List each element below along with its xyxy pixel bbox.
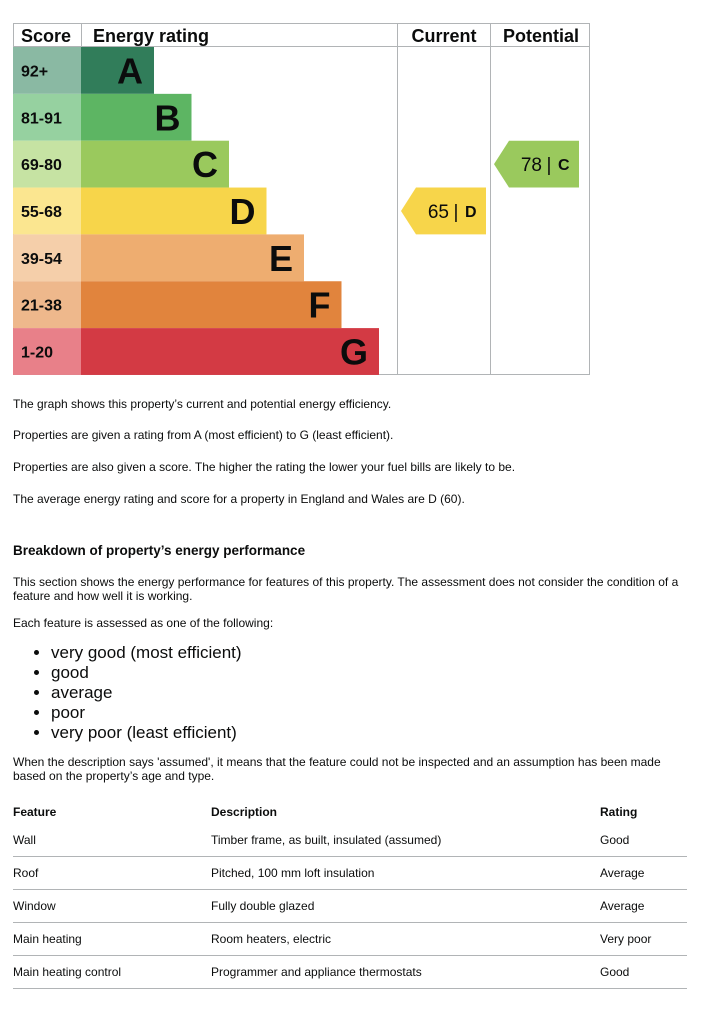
rating-cell: Good: [600, 824, 687, 857]
table-row: [13, 857, 687, 890]
score-header: Score: [21, 26, 72, 46]
description-column-header: Description: [211, 805, 278, 819]
intro-paragraph-score: Properties are also given a score. The higher the rating the lower your fuel bills are likely to be.: [13, 460, 516, 474]
band-a: [13, 47, 154, 94]
band-score-label: 55-68: [21, 203, 62, 221]
feature-cell: Main heating: [13, 923, 211, 956]
band-bar: [81, 328, 379, 375]
feature-cell: Window: [13, 890, 211, 923]
list-item: • average: [51, 683, 242, 703]
band-score-label: 81-91: [21, 110, 62, 128]
rating-levels-list: [13, 643, 242, 743]
band-f: [13, 281, 342, 328]
description-cell: Fully double glazed: [211, 890, 600, 923]
band-letter: G: [339, 331, 368, 373]
band-score-label: 69-80: [21, 157, 62, 175]
potential-rating-marker: [494, 141, 579, 188]
list-item: • very good (most efficient): [51, 643, 242, 663]
feature-cell: Roof: [13, 857, 211, 890]
potential-rating-marker-letter: C: [558, 157, 570, 175]
assumed-paragraph: When the description says 'assumed', it means that the feature could not be inspected and an assumption has been made based on the property’s age and type.: [13, 755, 661, 783]
current-header: Current: [411, 26, 477, 46]
description-cell: Timber frame, as built, insulated (assumed): [211, 824, 600, 857]
description-cell: Programmer and appliance thermostats: [211, 956, 600, 989]
table-row: [13, 923, 687, 956]
intro-paragraph-graph: The graph shows this property’s current and potential energy efficiency.: [13, 397, 392, 411]
intro-paragraph-ratings: Properties are given a rating from A (most efficient) to G (least efficient).: [13, 428, 394, 442]
rating-cell: Average: [600, 857, 687, 890]
energy-rating-chart: [13, 23, 590, 375]
list-item: • good: [51, 663, 242, 683]
current-rating-marker-score: 65: [427, 201, 449, 223]
feature-column-header: Feature: [13, 805, 57, 819]
description-cell: Room heaters, electric: [211, 923, 600, 956]
band-letter: B: [154, 97, 181, 139]
features-table: [13, 800, 687, 989]
band-letter: D: [229, 190, 256, 232]
breakdown-heading: Breakdown of property’s energy performance: [13, 543, 306, 558]
description-cell: Pitched, 100 mm loft insulation: [211, 857, 600, 890]
rating-bands: [13, 47, 379, 375]
feature-cell: Main heating control: [13, 956, 211, 989]
band-c: [13, 141, 229, 188]
list-item: • very poor (least efficient): [51, 723, 242, 743]
band-score-label: 39-54: [21, 250, 62, 268]
breakdown-paragraph: This section shows the energy performance for features of this property. The assessment does not consider the condition of a feature and how well it is working.: [13, 575, 679, 603]
rating-cell: Good: [600, 956, 687, 989]
feature-cell: Wall: [13, 824, 211, 857]
potential-header: Potential: [502, 26, 580, 46]
current-rating-marker-separator: |: [453, 201, 459, 223]
band-letter: C: [192, 144, 218, 186]
band-score-label: 21-38: [21, 297, 62, 315]
rating-column-header: Rating: [600, 805, 638, 819]
rating-cell: Average: [600, 890, 687, 923]
current-rating-marker-letter: D: [465, 203, 477, 221]
assessment-paragraph: Each feature is assessed as one of the following:: [13, 616, 274, 630]
band-d: [13, 188, 267, 235]
band-letter: E: [268, 237, 293, 279]
table-row: [13, 824, 687, 857]
potential-rating-marker-separator: |: [546, 155, 552, 177]
band-e: [13, 234, 304, 281]
band-score-label: 92+: [21, 63, 49, 81]
rating-cell: Very poor: [600, 923, 687, 956]
band-bar: [81, 281, 342, 328]
table-header-row: [13, 800, 687, 824]
table-row: [13, 956, 687, 989]
band-letter: F: [308, 284, 331, 326]
energy-rating-header: Energy rating: [93, 26, 210, 46]
band-score-label: 1-20: [21, 344, 54, 362]
band-b: [13, 94, 192, 141]
list-item: • poor: [51, 703, 242, 723]
band-g: [13, 328, 379, 375]
table-row: [13, 890, 687, 923]
potential-rating-marker-score: 78: [520, 155, 542, 177]
intro-paragraph-average: The average energy rating and score for a property in England and Wales are D (60).: [13, 492, 465, 506]
current-rating-marker: [401, 188, 486, 235]
band-letter: A: [117, 50, 143, 92]
